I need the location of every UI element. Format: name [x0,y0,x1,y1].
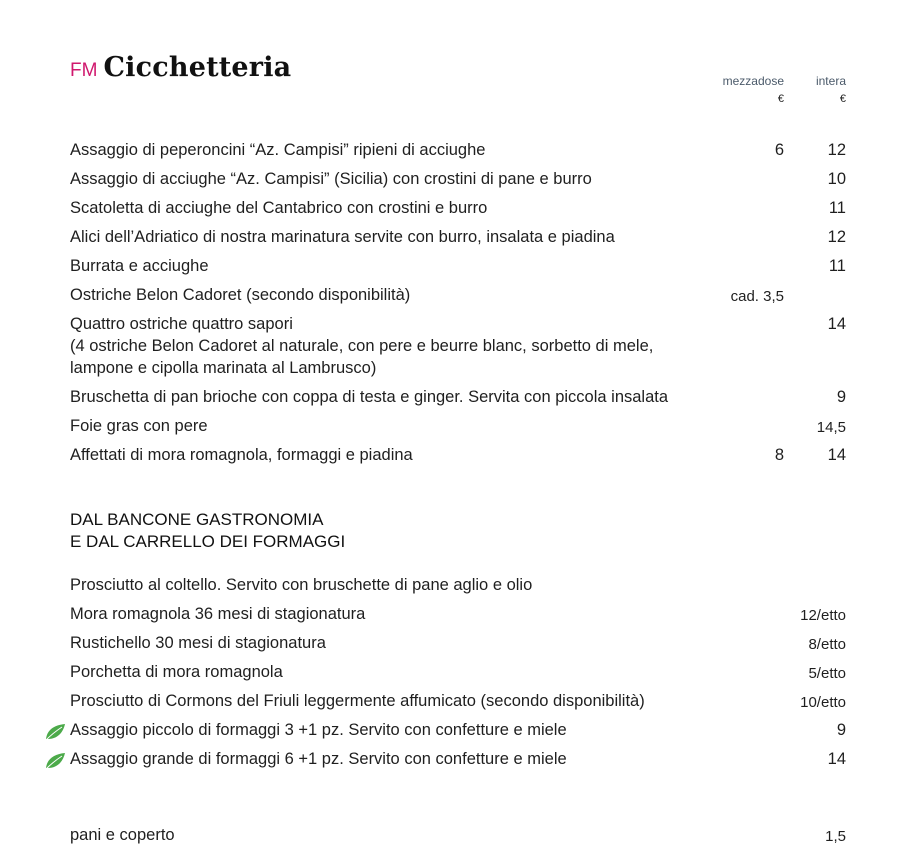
currency-mezzadose: € [777,93,784,105]
price-intera: 8/etto [808,636,846,653]
item-description: Burrata e acciughe [70,257,209,275]
price-mezzadose: 6 [774,141,784,159]
page-title: Cicchetteria [103,52,292,83]
item-description: Scatoletta di acciughe del Cantabrico con crostini e burro [70,199,488,217]
item-description: Prosciutto di Cormons del Friuli leggermente affumicato (secondo disponibilità) [70,692,645,710]
item-description: Quattro ostriche quattro sapori [70,315,293,333]
section-title-line: E DAL CARRELLO DEI FORMAGGI [70,532,346,551]
price-intera: 10/etto [800,694,846,711]
price-mezzadose: cad. 3,5 [730,288,784,305]
item-description: Rustichello 30 mesi di stagionatura [70,634,326,652]
price-intera: 12/etto [800,607,846,624]
item-description: Bruschetta di pan brioche con coppa di testa e ginger. Servita con piccola insalata [70,388,669,406]
price-intera: 1,5 [825,828,846,845]
item-description: Assaggio piccolo di formaggi 3 +1 pz. Servito con confetture e miele [70,721,567,739]
price-intera: 14 [827,315,846,333]
menu-item [70,313,846,379]
item-description: Foie gras con pere [70,417,208,435]
item-description: Ostriche Belon Cadoret (secondo disponibilità) [70,286,411,304]
price-intera: 9 [836,721,846,739]
item-description: Affettati di mora romagnola, formaggi e piadina [70,446,413,464]
leaf-icon [44,752,66,770]
section-title [70,509,345,553]
price-intera: 11 [828,199,846,217]
price-intera: 12 [827,228,846,246]
item-description: Mora romagnola 36 mesi di stagionatura [70,605,366,623]
item-description: Porchetta di mora romagnola [70,663,283,681]
price-intera: 14 [827,750,846,768]
item-description: Assaggio grande di formaggi 6 +1 pz. Servito con confetture e miele [70,750,567,768]
price-intera: 11 [828,257,846,275]
section-title-line: DAL BANCONE GASTRONOMIA [70,510,324,529]
price-intera: 14,5 [816,419,846,436]
brand-logo: FM [70,60,98,81]
price-intera: 9 [836,388,846,406]
leaf-icon [44,723,66,741]
item-description: pani e coperto [70,826,175,844]
price-mezzadose: 8 [774,446,784,464]
menu-header [70,52,291,86]
price-intera: 14 [827,446,846,464]
price-intera: 10 [827,170,846,188]
item-description: Assaggio di peperoncini “Az. Campisi” ripieni di acciughe [70,141,486,159]
item-description-detail: lampone e cipolla marinata al Lambrusco) [70,359,377,377]
item-description: Alici dell’Adriatico di nostra marinatura servite con burro, insalata e piadina [70,228,615,246]
column-header-mezzadose: mezzadose [722,74,784,88]
column-header-intera: intera [815,74,846,88]
item-description-block [70,313,720,379]
item-description: Assaggio di acciughe “Az. Campisi” (Sicilia) con crostini di pane e burro [70,170,592,188]
price-intera: 12 [827,141,846,159]
item-description: Prosciutto al coltello. Servito con bruschette di pane aglio e olio [70,576,533,594]
item-description-detail: (4 ostriche Belon Cadoret al naturale, con pere e beurre blanc, sorbetto di mele, [70,337,654,355]
currency-intera: € [839,93,846,105]
price-intera: 5/etto [808,665,846,682]
